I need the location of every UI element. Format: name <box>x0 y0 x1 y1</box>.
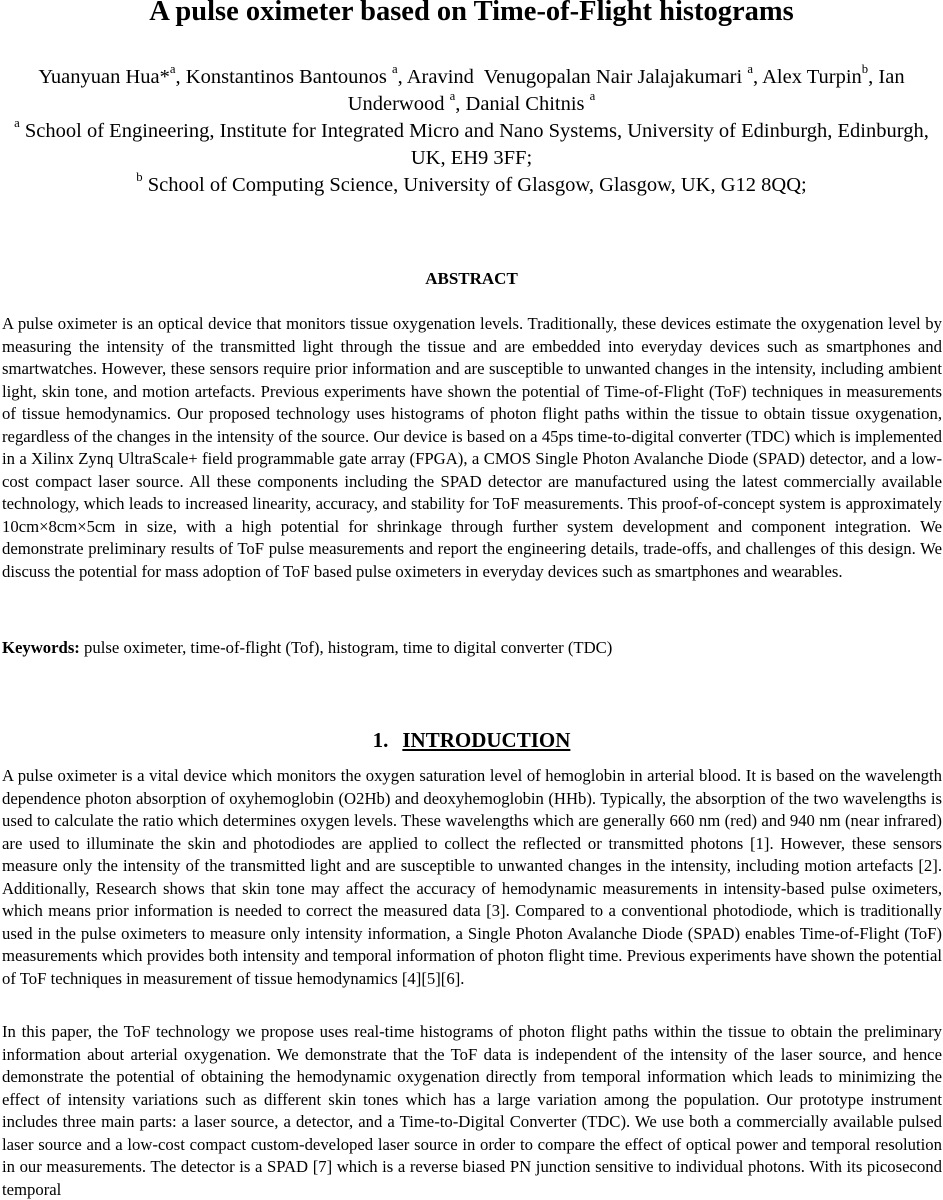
affiliation-text: School of Computing Science, University of Glasgow, Glasgow, UK, G12 8QQ; <box>147 174 807 196</box>
affiliation-text: School of Engineering, Institute for Integrated Micro and Nano Systems, University of Edinburgh, Edinburgh, UK, EH9 3FF; <box>24 120 929 169</box>
author-name: Ian Underwood <box>347 66 905 115</box>
section-heading <box>0 727 943 753</box>
author-affiliation-mark: a <box>449 89 456 104</box>
body-paragraph: In this paper, the ToF technology we propose uses real-time histograms of photon flight paths within the tissue to obtain the preliminary information about arterial oxygenation. We demonstrate that the ToF data is independent of the intensity of the laser source, and hence demonstrate the potential of obtaining the hemodynamic oxygenation directly from temporal information which leads to minimizing the effect of intensity variations such as different skin tones which has a large variation among the population. Our prototype instrument includes three main parts: a laser source, a detector, and a Time-to-Digital Converter (TDC). We use both a commercially available pulsed laser source and a low-cost compact custom-developed laser source in order to compare the effect of optical power and temporal resolution in our measurements. The detector is a SPAD [7] which is a reverse biased PN junction sensitive to individual photons. With its picosecond temporal <box>2 1022 942 1199</box>
author-name: Alex Turpin <box>762 66 862 88</box>
section-number: 1. <box>372 728 389 752</box>
body-paragraph: A pulse oximeter is a vital device which monitors the oxygen saturation level of hemoglobin in arterial blood. It is based on the wavelength dependence photon absorption of oxyhemoglobin (O2Hb) and deoxyhemoglobin (HHb). Typically, the absorption of the two wavelengths is used to calculate the ratio which determines oxygen levels. These wavelengths which are generally 660 nm (red) and 940 nm (near infrared) are used to illuminate the skin and photodiodes are applied to collect the reflected or transmitted photons [1]. However, these sensors measure only the intensity of the transmitted light and are susceptible to unwanted changes in the intensity, including motion artefacts [2]. Additionally, Research shows that skin tone may affect the accuracy of hemodynamic measurements in intensity-based pulse oximeters, which means prior information is needed to correct the measured data [3]. Compared to a conventional photodiode, which is traditionally used in the pulse oximeters to measure only intensity information, a Single Photon Avalanche Diode (SPAD) enables Time-of-Flight (ToF) measurements which provides both intensity and temporal information of photon flight time. Previous experiments have shown the potential of ToF techniques in measurement of tissue hemodynamics [4][5][6]. <box>2 766 942 988</box>
author-affiliation-mark: a <box>169 62 176 77</box>
affiliation-item <box>4 172 939 199</box>
affiliation-list <box>4 118 939 199</box>
author-affiliation-mark: a <box>589 89 596 104</box>
affiliation-mark: b <box>136 170 143 185</box>
author-list: Yuanyuan Hua*$^a$, Konstantinos Bantounos $^a$, Aravind Venugopalan Nair Jalajakumari $^a$, Alex Turpin$^b$, Ian Underwood $^a$, Danial Chitnis $^a$ <box>38 62 905 115</box>
section-title: INTRODUCTION <box>402 728 571 752</box>
abstract-text: A pulse oximeter is an optical device that monitors tissue oxygenation levels. Traditionally, these devices estimate the oxygenation level by measuring the intensity of the transmitted light through the tissue and are embedded into everyday devices such as smartphones and smartwatches. However, these sensors require prior information and are susceptible to unwanted changes in the intensity, including ambient light, skin tone, and motion artefacts. Previous experiments have shown the potential of Time-of-Flight (ToF) techniques in measurements of tissue hemodynamics. Our proposed technology uses histograms of photon flight paths within the tissue to obtain tissue oxygenation, regardless of the changes in the intensity of the source. Our device is based on a 45ps time-to-digital converter (TDC) which is implemented in a Xilinx Zynq UltraScale+ field programmable gate array (FPGA), a CMOS Single Photon Avalanche Diode (SPAD) detector, and a low-cost compact laser source. All these components including the SPAD detector are manufactured using the latest commercially available technology, which leads to increased linearity, accuracy, and stability for ToF measurements. This proof-of-concept system is approximately 10cm×8cm×5cm in size, with a high potential for shrinkage through further system development and component integration. We demonstrate preliminary results of ToF pulse measurements and report the engineering details, trade-offs, and challenges of this design. We discuss the potential for mass adoption of ToF based pulse oximeters in everyday devices such as smartphones and wearables. <box>2 314 942 582</box>
affiliation-mark: a <box>14 116 20 131</box>
paper-title: A pulse oximeter based on Time-of-Flight histograms <box>149 0 794 27</box>
author-name: Aravind Venugopalan Nair Jalajakumari <box>406 66 743 88</box>
keywords-label: Keywords: <box>2 638 80 657</box>
author-name: Konstantinos Bantounos <box>185 66 387 88</box>
abstract-heading: ABSTRACT <box>425 269 518 288</box>
author-affiliation-mark: a <box>747 62 753 77</box>
author-name: Danial Chitnis <box>465 93 585 115</box>
author-affiliation-mark: b <box>861 62 869 77</box>
keywords-text: pulse oximeter, time-of-flight (Tof), histogram, time to digital converter (TDC) <box>84 638 613 657</box>
affiliation-item <box>4 118 939 172</box>
keywords-line <box>2 637 942 659</box>
author-affiliation-mark: a <box>391 62 398 77</box>
author-name: Yuanyuan Hua* <box>38 66 170 88</box>
